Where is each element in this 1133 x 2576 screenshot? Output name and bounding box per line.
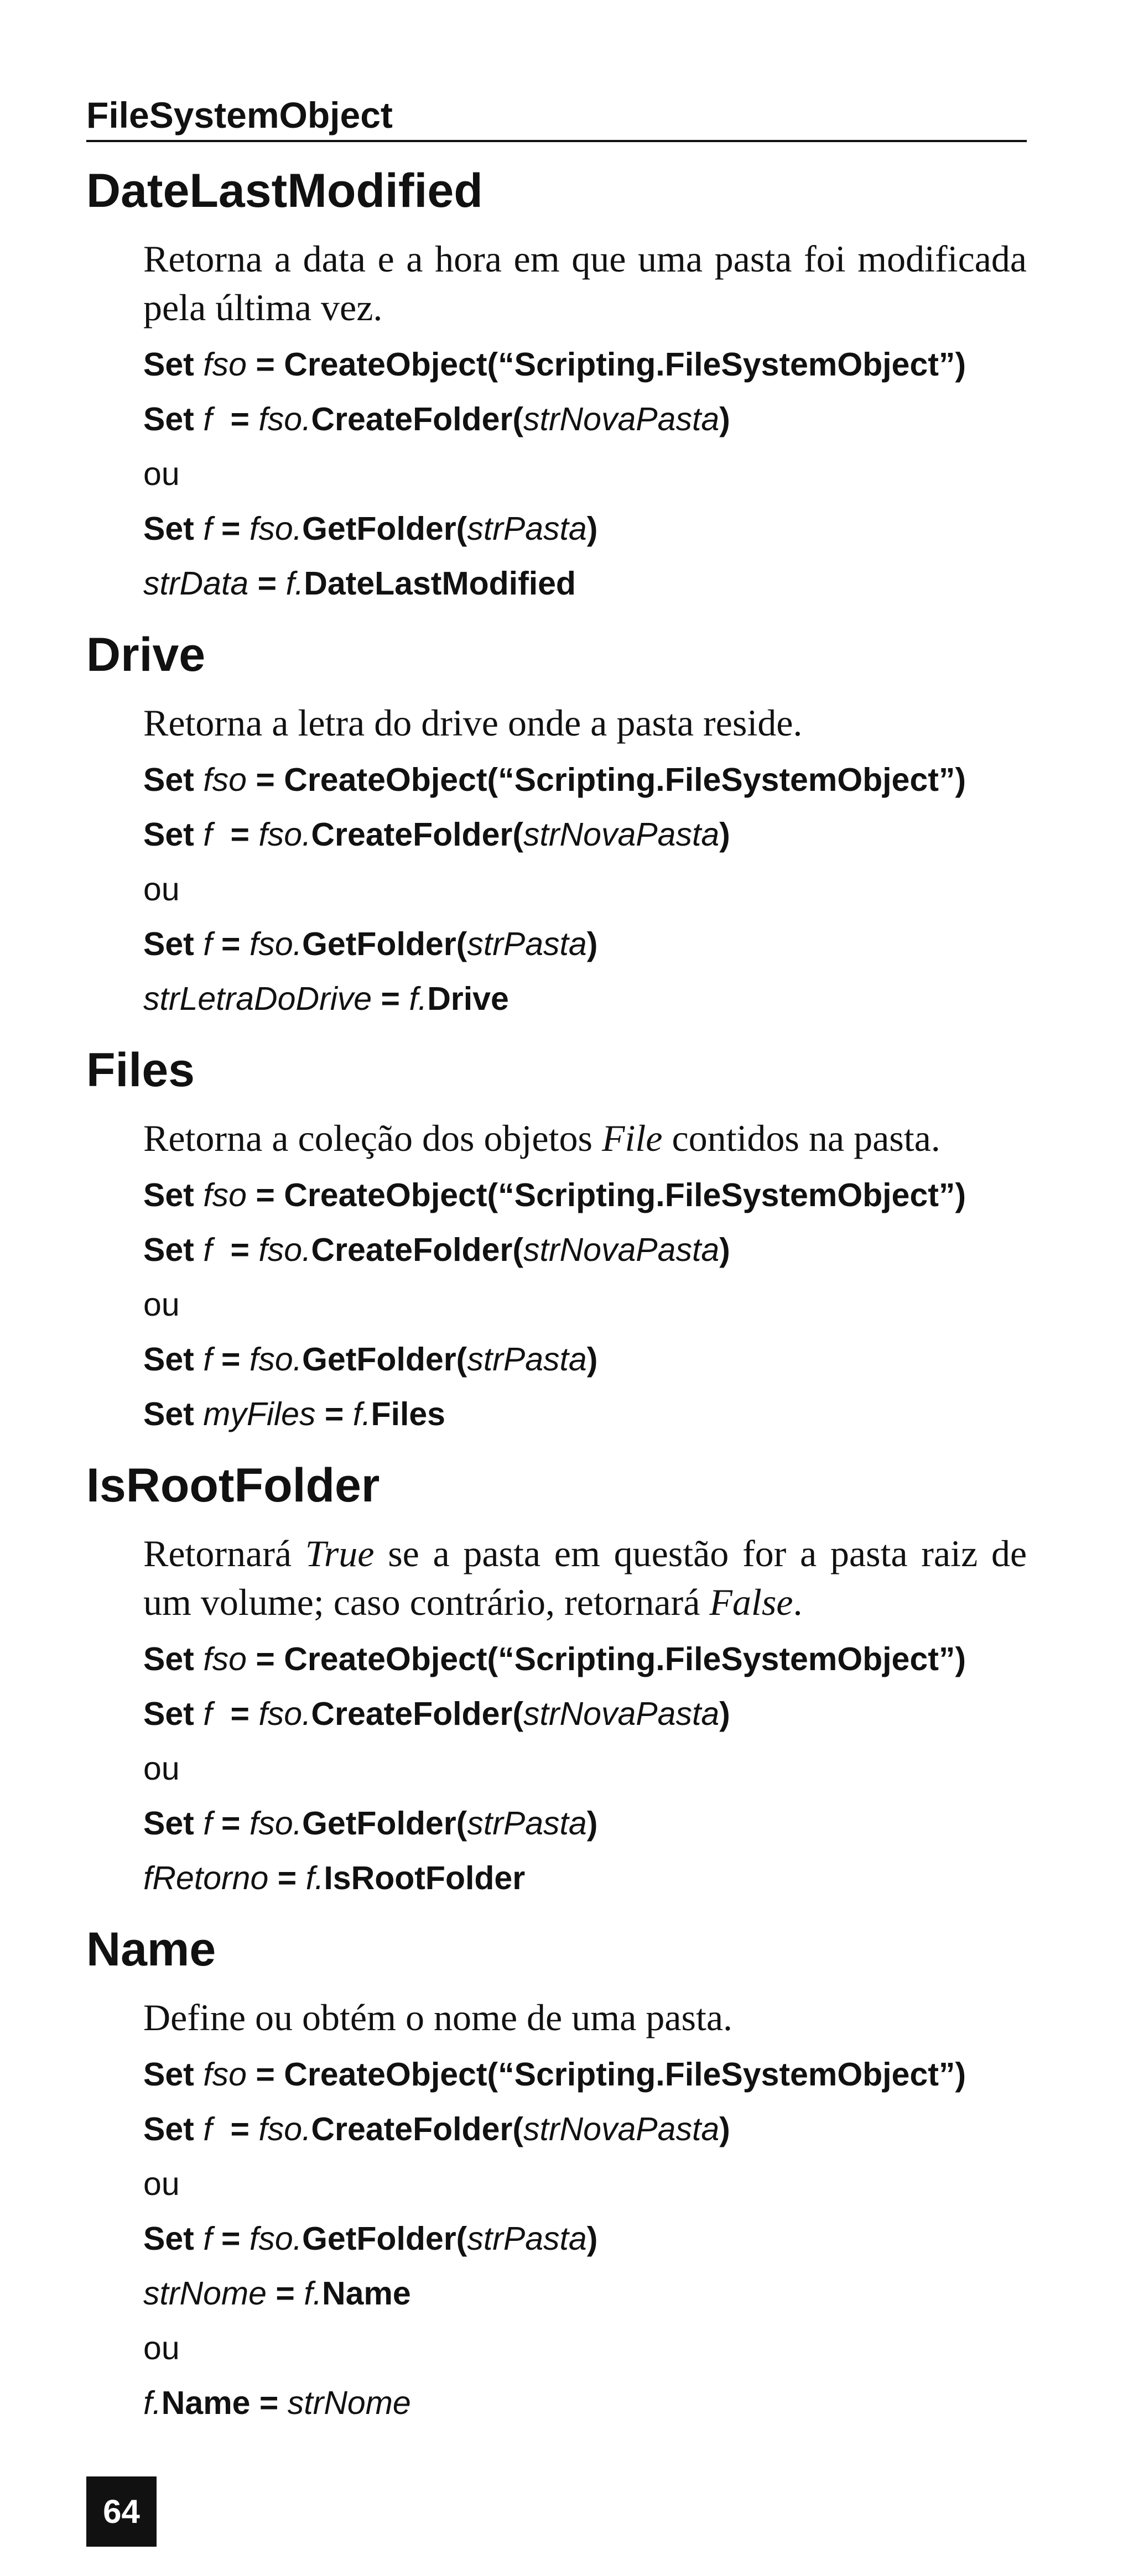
code-line-property: [143, 1851, 1027, 1906]
keyword-set: Set: [143, 762, 194, 798]
var-f-dot: f.: [143, 2385, 162, 2421]
section-title: Files: [86, 1044, 195, 1097]
property-name: Name: [322, 2275, 411, 2312]
property-name: Name: [161, 2385, 251, 2421]
section-description: Define ou obtém o nome de uma pasta.: [143, 1996, 733, 2038]
section-name: [86, 1919, 1027, 2431]
method-create-folder: CreateFolder(: [311, 816, 524, 853]
arg-str-pasta: strPasta: [467, 926, 587, 962]
code-line-create-folder: [143, 807, 1027, 862]
var-fso-dot: fso.: [249, 510, 303, 547]
keyword-set: Set: [143, 2220, 194, 2257]
code-line-ou: ou: [143, 871, 180, 908]
section-title: IsRootFolder: [86, 1459, 380, 1512]
close-paren: ): [719, 1232, 730, 1268]
close-paren: ): [719, 401, 730, 437]
keyword-set: Set: [143, 510, 194, 547]
code-line-ou: ou: [143, 1286, 180, 1323]
var-fso-dot: fso.: [258, 1232, 311, 1268]
close-paren: ): [719, 2111, 730, 2147]
code-line-create-object: [143, 337, 1027, 392]
keyword-set: Set: [143, 816, 194, 853]
code-line-property: [143, 556, 1027, 611]
operator-eq: =: [221, 510, 241, 547]
result-var: strNome: [143, 2275, 267, 2312]
description-italic-true: True: [305, 1532, 375, 1574]
page-content: [86, 160, 1027, 2431]
arg-str-pasta: strPasta: [467, 1341, 587, 1378]
code-line-ou: ou: [143, 1750, 180, 1787]
var-fso-dot: fso.: [249, 2220, 303, 2257]
operator-eq: =: [256, 346, 275, 383]
var-f: f: [203, 1341, 212, 1378]
header-rule: [86, 140, 1027, 142]
close-paren: ): [719, 816, 730, 853]
keyword-set: Set: [143, 2056, 194, 2093]
var-f: f: [203, 510, 212, 547]
section-drive: [86, 624, 1027, 1026]
description-text: se a pasta em questão for a pasta raiz de um volume; caso contrário, retornará: [143, 1532, 1027, 1623]
var-f-dot: f.: [304, 2275, 322, 2312]
close-paren: ): [719, 1696, 730, 1732]
var-fso: fso: [203, 346, 247, 383]
keyword-set: Set: [143, 401, 194, 437]
result-var: strData: [143, 565, 249, 602]
code-line-property-set: [143, 2376, 1027, 2431]
call-create-object: CreateObject(“Scripting.FileSystemObject”): [284, 1641, 966, 1677]
call-create-object: CreateObject(“Scripting.FileSystemObject”): [284, 1177, 966, 1213]
var-fso: fso: [203, 1641, 247, 1677]
code-line-ou: ou: [143, 456, 180, 492]
section-isrootfolder: [86, 1455, 1027, 1906]
var-f: f: [203, 2111, 212, 2147]
var-f-dot: f.: [305, 1860, 324, 1896]
var-f: f: [203, 816, 212, 853]
operator-eq: =: [230, 1232, 250, 1268]
page-number-badge: 64: [86, 2476, 157, 2547]
code-line-ou: ou: [143, 2330, 180, 2366]
var-f: f: [203, 1232, 212, 1268]
operator-eq: =: [230, 816, 250, 853]
keyword-set: Set: [143, 346, 194, 383]
section-description: [143, 1114, 1027, 1162]
var-f: f: [203, 1805, 212, 1842]
var-fso-dot: fso.: [249, 1805, 303, 1842]
operator-eq: =: [221, 1341, 241, 1378]
var-f: f: [203, 401, 212, 437]
var-fso: fso: [203, 1177, 247, 1213]
var-fso-dot: fso.: [249, 1341, 303, 1378]
arg-str-nova-pasta: strNovaPasta: [523, 401, 720, 437]
property-name: Drive: [427, 981, 509, 1017]
operator-eq: =: [221, 1805, 241, 1842]
arg-str-pasta: strPasta: [467, 510, 587, 547]
method-create-folder: CreateFolder(: [311, 1696, 524, 1732]
description-text: Retorna a coleção dos objetos: [143, 1117, 602, 1159]
operator-eq: =: [256, 1177, 275, 1213]
call-create-object: CreateObject(“Scripting.FileSystemObject”): [284, 762, 966, 798]
arg-str-nova-pasta: strNovaPasta: [523, 1696, 720, 1732]
operator-eq: =: [381, 981, 400, 1017]
code-line-ou: ou: [143, 2166, 180, 2202]
keyword-set: Set: [143, 1177, 194, 1213]
code-line-create-folder: [143, 2102, 1027, 2157]
code-line-get-folder: [143, 502, 1027, 556]
operator-eq: =: [256, 2056, 275, 2093]
code-line-create-folder: [143, 1687, 1027, 1741]
close-paren: ): [586, 1805, 598, 1842]
result-var: myFiles: [203, 1396, 316, 1432]
keyword-set: Set: [143, 2111, 194, 2147]
arg-str-nova-pasta: strNovaPasta: [523, 816, 720, 853]
operator-eq: =: [259, 2385, 279, 2421]
code-line-get-folder: [143, 1332, 1027, 1387]
code-line-create-object: [143, 2047, 1027, 2102]
var-fso-dot: fso.: [258, 401, 311, 437]
keyword-set: Set: [143, 926, 194, 962]
description-italic-false: False: [709, 1581, 793, 1623]
description-text: contidos na pasta.: [662, 1117, 940, 1159]
operator-eq: =: [230, 1696, 250, 1732]
method-get-folder: GetFolder(: [302, 926, 467, 962]
operator-eq: =: [324, 1396, 344, 1432]
property-name: Files: [371, 1396, 445, 1432]
keyword-set: Set: [143, 1805, 194, 1842]
code-line-property: [143, 1387, 1027, 1442]
arg-str-pasta: strPasta: [467, 2220, 587, 2257]
var-fso-dot: fso.: [249, 926, 303, 962]
var-f: f: [203, 1696, 212, 1732]
var-fso: fso: [203, 2056, 247, 2093]
var-fso-dot: fso.: [258, 2111, 311, 2147]
result-var: strNome: [287, 2385, 411, 2421]
method-create-folder: CreateFolder(: [311, 1232, 524, 1268]
keyword-set: Set: [143, 1232, 194, 1268]
result-var: strLetraDoDrive: [143, 981, 372, 1017]
code-line-create-folder: [143, 392, 1027, 447]
code-line-get-folder: [143, 1796, 1027, 1851]
operator-eq: =: [256, 762, 275, 798]
method-get-folder: GetFolder(: [302, 2220, 467, 2257]
section-title: Drive: [86, 628, 206, 681]
operator-eq: =: [257, 565, 277, 602]
close-paren: ): [586, 2220, 598, 2257]
arg-str-nova-pasta: strNovaPasta: [523, 2111, 720, 2147]
section-datelastmodified: [86, 160, 1027, 611]
property-name: DateLastModified: [304, 565, 576, 602]
method-create-folder: CreateFolder(: [311, 2111, 524, 2147]
operator-eq: =: [221, 2220, 241, 2257]
method-get-folder: GetFolder(: [302, 510, 467, 547]
running-header: FileSystemObject: [86, 95, 393, 135]
code-line-create-folder: [143, 1223, 1027, 1277]
method-create-folder: CreateFolder(: [311, 401, 524, 437]
property-name: IsRootFolder: [324, 1860, 526, 1896]
call-create-object: CreateObject(“Scripting.FileSystemObject”): [284, 2056, 966, 2093]
var-fso: fso: [203, 762, 247, 798]
section-description: Retorna a data e a hora em que uma pasta foi modificada pela última vez.: [143, 238, 1027, 328]
section-description: Retorna a letra do drive onde a pasta reside.: [143, 702, 803, 744]
operator-eq: =: [221, 926, 241, 962]
method-get-folder: GetFolder(: [302, 1805, 467, 1842]
var-fso-dot: fso.: [258, 816, 311, 853]
var-f: f: [203, 926, 212, 962]
description-italic: File: [601, 1117, 663, 1159]
operator-eq: =: [256, 1641, 275, 1677]
code-line-create-object: [143, 1168, 1027, 1223]
section-title: DateLastModified: [86, 164, 483, 217]
code-line-property: [143, 972, 1027, 1026]
operator-eq: =: [230, 2111, 250, 2147]
code-line-create-object: [143, 753, 1027, 807]
var-fso-dot: fso.: [258, 1696, 311, 1732]
close-paren: ): [586, 1341, 598, 1378]
arg-str-pasta: strPasta: [467, 1805, 587, 1842]
keyword-set: Set: [143, 1396, 194, 1432]
close-paren: ): [586, 926, 598, 962]
section-files: [86, 1040, 1027, 1442]
result-var: fRetorno: [143, 1860, 269, 1896]
keyword-set: Set: [143, 1341, 194, 1378]
close-paren: ): [586, 510, 598, 547]
operator-eq: =: [276, 2275, 295, 2312]
arg-str-nova-pasta: strNovaPasta: [523, 1232, 720, 1268]
keyword-set: Set: [143, 1641, 194, 1677]
var-f-dot: f.: [352, 1396, 371, 1432]
code-line-property-get: [143, 2266, 1027, 2321]
var-f: f: [203, 2220, 212, 2257]
operator-eq: =: [277, 1860, 297, 1896]
section-title: Name: [86, 1923, 216, 1976]
code-line-get-folder: [143, 917, 1027, 972]
description-text: .: [793, 1581, 803, 1623]
var-f-dot: f.: [409, 981, 428, 1017]
call-create-object: CreateObject(“Scripting.FileSystemObject”): [284, 346, 966, 383]
code-line-get-folder: [143, 2212, 1027, 2266]
var-f-dot: f.: [285, 565, 304, 602]
description-text: Retornará: [143, 1532, 305, 1574]
code-line-create-object: [143, 1632, 1027, 1687]
keyword-set: Set: [143, 1696, 194, 1732]
operator-eq: =: [230, 401, 250, 437]
method-get-folder: GetFolder(: [302, 1341, 467, 1378]
section-description: [143, 1529, 1027, 1626]
